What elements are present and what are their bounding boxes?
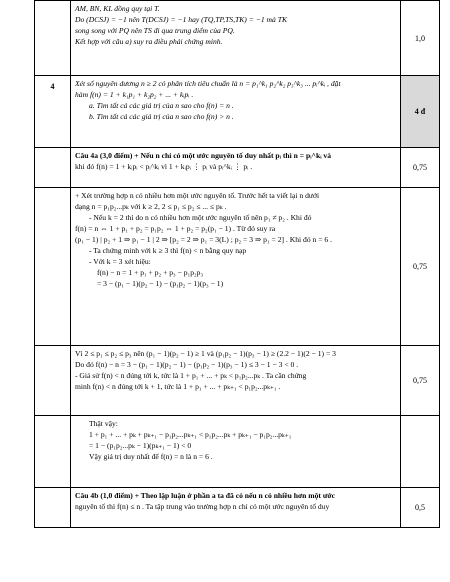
text-line: dạng n = p₁p₂...pₖ với k ≥ 2, 2 ≤ p₁ ≤ p₂ ≤ ... ≤ pₖ .	[75, 202, 227, 211]
text-line: Do (DCSJ) = −1 nên T(DCSJ) = −1 hay (TQ,TP,TS,TK) = −1 mà TK	[75, 15, 288, 24]
number-cell	[35, 1, 71, 76]
score-value: 0,75	[413, 376, 427, 385]
text-line: + Xét trường hợp n có nhiều hơn một ước nguyên tố. Trước hết ta viết lại n dưới	[75, 191, 320, 200]
score-cell	[401, 346, 440, 416]
text-line: - Với k = 3 xét hiệu:	[89, 257, 151, 266]
score-cell	[401, 488, 440, 528]
text-line: = 3 − (p₁ − 1)(p₂ − 1) − (p₁p₂ − 1)(p₃ − 1)	[97, 279, 224, 288]
number-cell	[35, 188, 71, 346]
content-cell	[71, 1, 401, 76]
text-line: minh f(n) < n đúng tới k + 1, tức là 1 + p₁ + ... + pₖ₊₁ < p₁p₂...pₖ₊₁ .	[75, 382, 281, 391]
text-line: Do đó f(n) − n = 3 − (p₁ − 1)(p₂ − 1) − (p₁p₂ − 1)(p₃ − 1) ≤ 3 − 1 − 3 < 0 .	[75, 360, 299, 369]
text-line: AM, BN, KL đồng quy tại T.	[75, 4, 160, 13]
content-cell	[71, 488, 401, 528]
score-cell	[401, 188, 440, 346]
text-line: nguyên tố thì f(n) ≤ n . Ta tập trung vào trường hợp n chỉ có một ước nguyên tố duy	[75, 502, 330, 511]
question-number: 4	[50, 82, 55, 91]
table-row	[35, 148, 440, 188]
answer-table	[34, 0, 440, 528]
content-cell	[71, 188, 401, 346]
score-value: 1,0	[415, 33, 425, 43]
content-cell	[71, 416, 401, 488]
text-line: Xét số nguyên dương n ≥ 2 có phân tích tiêu chuẩn là n = p₁^k₁ p₂^k₂ p₃^k₃ ... pᵢ^kᵢ , đặt	[75, 79, 341, 88]
text-line: b. Tìm tất cả các giá trị của n sao cho f(n) > n .	[89, 112, 234, 121]
content-cell	[71, 76, 401, 148]
text-line: f(n) − n = 1 + p₁ + p₂ + p₃ − p₁p₂p₃	[97, 268, 204, 277]
table-row	[35, 416, 440, 488]
text-line: song song với PQ nên TS đi qua trung điểm của PQ.	[75, 26, 235, 35]
text-line: Câu 4b (1,0 điểm) + Theo lập luận ở phần a ta đã có nếu n có nhiều hơn một ước	[75, 491, 335, 500]
number-cell	[35, 416, 71, 488]
table-row	[35, 1, 440, 76]
content-cell	[71, 148, 401, 188]
number-cell	[35, 488, 71, 528]
number-cell	[35, 346, 71, 416]
text-line: f(n) = n ⇔ 1 + p₁ + p₂ = p₁p₂ ⇔ 1 + p₂ = p₂(p₁ − 1) . Từ đó suy ra	[75, 224, 276, 233]
text-line: (p₁ − 1) | p₂ + 1 ⇒ p₁ − 1 | 2 ⇒ [p₂ = 2 ⇒ p₁ = 3(L) ; p₂ = 3 ⇒ p₁ = 2] . Khi đó n = 6 .	[75, 235, 332, 244]
text-line: Vậy giá trị duy nhất để f(n) = n là n = 6 .	[89, 452, 213, 461]
text-line: 1 + p₁ + ... + pₖ + pₖ₊₁ − p₁p₂...pₖ₊₁ < p₁p₂...pₖ + pₖ₊₁ − p₁p₂...pₖ₊₁	[89, 430, 292, 439]
text-line: Câu 4a (3,0 điểm) + Nếu n chỉ có một ước nguyên tố duy nhất pᵢ thì n = pᵢ^kᵢ và	[75, 151, 332, 160]
score-cell	[401, 76, 440, 148]
text-line: - Nếu k = 2 thì do n có nhiều hơn một ước nguyên tố nên p₁ ≠ p₂ . Khi đó	[89, 213, 312, 222]
text-line: khi đó f(n) = 1 + kᵢpᵢ < pᵢ^kᵢ vì 1 + kᵢpᵢ ⋮ pᵢ và pᵢ^kᵢ ⋮ pᵢ .	[75, 162, 253, 171]
number-cell	[35, 148, 71, 188]
score-value: 0,75	[413, 262, 427, 271]
score-value: 0,5	[415, 503, 425, 512]
text-line: Vì 2 ≤ p₁ ≤ p₂ ≤ p₃ nên (p₁ − 1)(p₂ − 1) ≥ 1 và (p₁p₂ − 1)(p₃ − 1) ≥ (2.2 − 1)(2 − 1) = 3	[75, 349, 336, 358]
score-cell	[401, 148, 440, 188]
number-cell	[35, 76, 71, 148]
text-line: = 1 − (p₁p₂...pₖ − 1)(pₖ₊₁ − 1) < 0	[89, 441, 192, 450]
score-value: 0,75	[413, 163, 427, 172]
table-row	[35, 76, 440, 148]
score-cell	[401, 416, 440, 488]
text-line: - Giả sử f(n) < n đúng tới k, tức là 1 + p₁ + ... + pₖ < p₁p₂...pₖ . Ta cần chứng	[75, 371, 307, 380]
table-row	[35, 188, 440, 346]
text-line: Thật vậy:	[89, 419, 118, 428]
table-row	[35, 488, 440, 528]
score-value: 4 đ	[414, 107, 426, 116]
content-cell	[71, 346, 401, 416]
text-line: hàm f(n) = 1 + k₁p₁ + k₂p₂ + ... + kᵢpᵢ .	[75, 90, 194, 99]
score-cell	[401, 1, 440, 76]
table-row	[35, 346, 440, 416]
text-line: - Ta chứng minh với k ≥ 3 thì f(n) < n bằng quy nạp	[89, 246, 247, 255]
text-line: a. Tìm tất cả các giá trị của n sao cho f(n) = n .	[89, 101, 234, 110]
text-line: Kết hợp với câu a) suy ra điều phải chứng minh.	[75, 37, 223, 46]
